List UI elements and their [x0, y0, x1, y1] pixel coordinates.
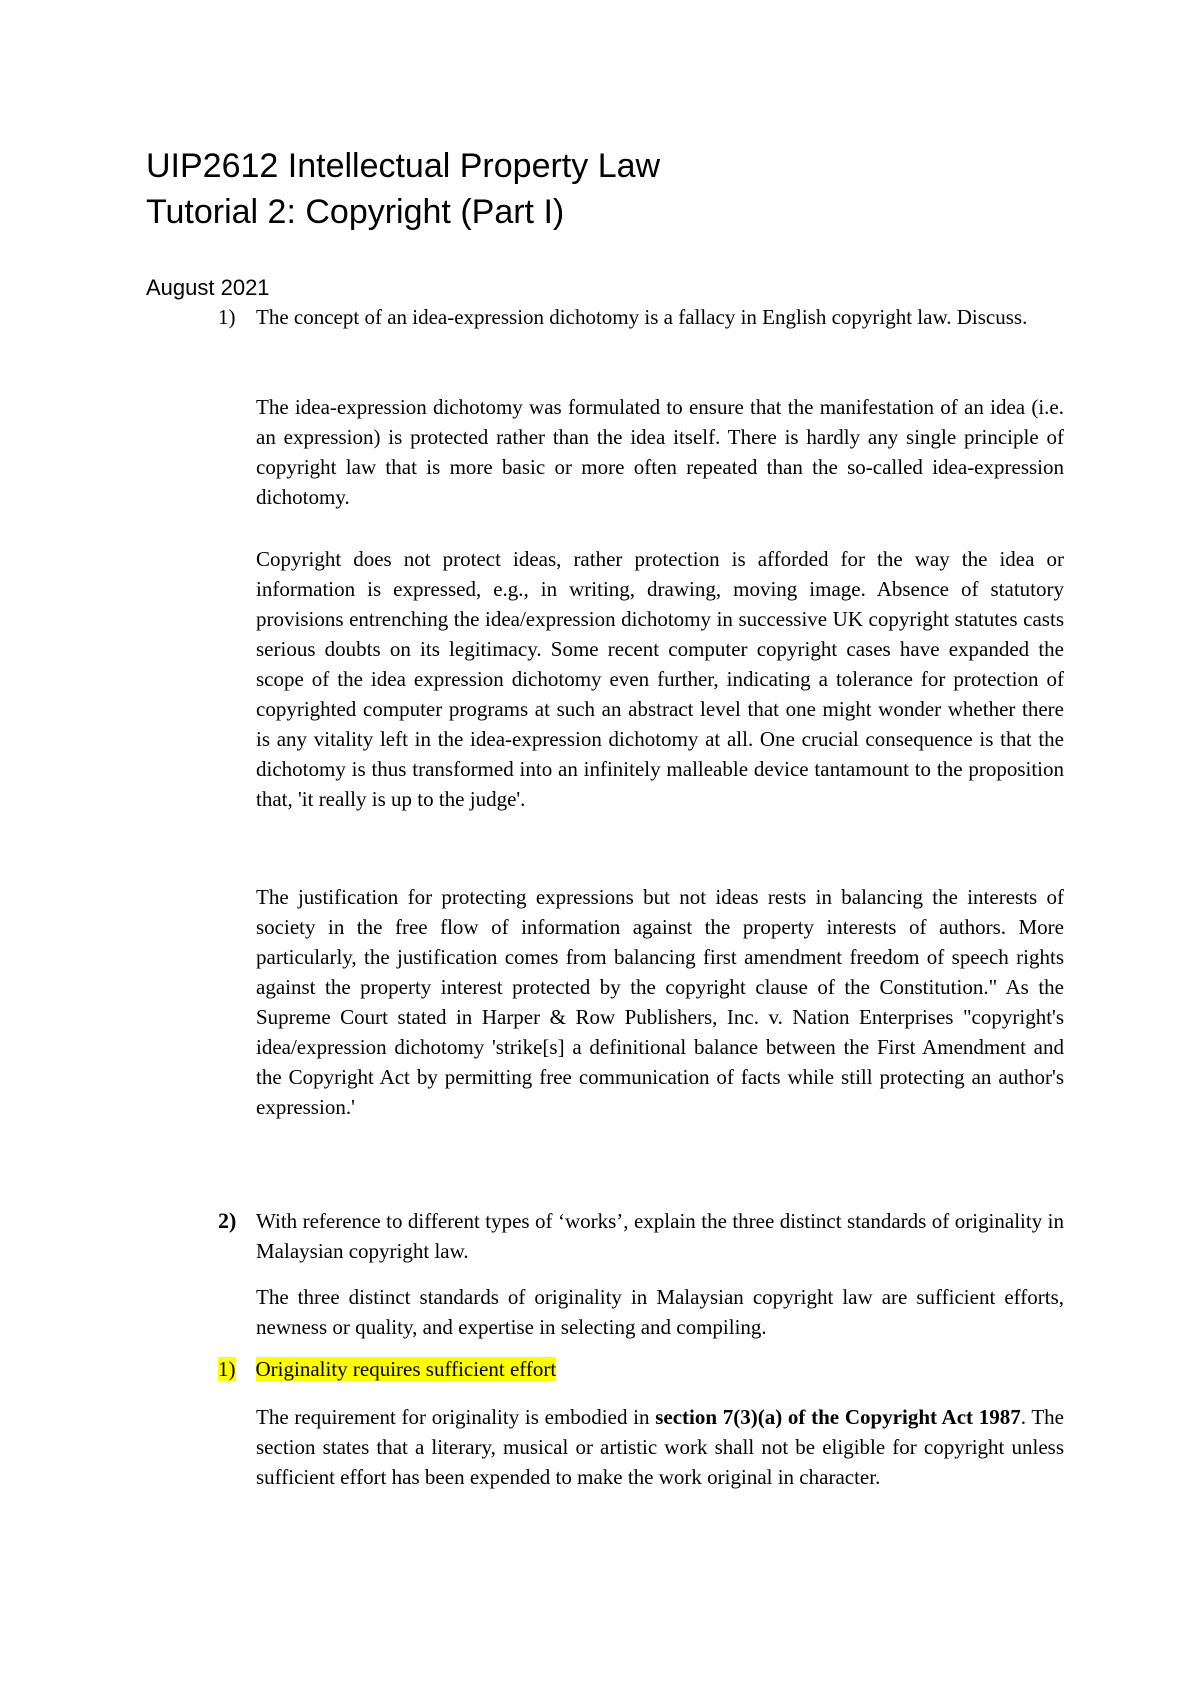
originality-text-start: The requirement for originality is embodied in	[256, 1405, 656, 1429]
question-1-answer-paragraph-3: The justification for protecting expressions but not ideas rests in balancing the interests of society in the free flow of information against the property interests of authors. More particularly, the justification comes from balancing first amendment freedom of speech rights against the property interest protected by the copyright clause of the Constitution." As the Supreme Court stated in Harper & Row Publishers, Inc. v. Nation Enterprises "copyright's idea/expression dichotomy 'strike[s] a definitional balance between the First Amendment and the Copyright Act by permitting free communication of facts while still protecting an author's expression.'	[256, 885, 1064, 1119]
question-2-number: 2)	[218, 1208, 237, 1233]
originality-paragraph	[256, 1402, 1064, 1492]
question-1-answer-paragraph-1: The idea-expression dichotomy was formulated to ensure that the manifestation of an idea (i.e. an expression) is protected rather than the idea itself. There is hardly any single principle of copyright law that is more basic or more often repeated than the so-called idea-expression dichotomy.	[256, 395, 1064, 509]
question-2-text: With reference to different types of ‘works’, explain the three distinct standards of originality in Malaysian copyright law.	[256, 1209, 1064, 1263]
question-1-answer-paragraph-2: Copyright does not protect ideas, rather protection is afforded for the way the idea or information is expressed, e.g., in writing, drawing, moving image. Absence of statutory provisions entrenching the idea/expression dichotomy in successive UK copyright statutes casts serious doubts on its legitimacy. Some recent computer copyright cases have expanded the scope of the idea expression dichotomy even further, indicating a tolerance for protection of copyrighted computer programs at such an abstract level that one might wonder whether there is any vitality left in the idea-expression dichotomy at all. One crucial consequence is that the dichotomy is thus transformed into an infinitely malleable device tantamount to the proposition that, 'it really is up to the judge'.	[256, 547, 1064, 811]
question-1-number: 1)	[218, 305, 236, 329]
subheading-label: Originality requires sufficient effort	[255, 1357, 557, 1381]
question-2-answer: The three distinct standards of originality in Malaysian copyright law are sufficient efforts, newness or quality, and expertise in selecting and compiling.	[256, 1285, 1064, 1339]
document-date: August 2021	[146, 275, 270, 300]
highlighted-subheading	[218, 1355, 556, 1383]
document-subtitle: Tutorial 2: Copyright (Part I)	[146, 193, 565, 231]
document-title: UIP2612 Intellectual Property Law	[146, 147, 661, 185]
question-1-text: The concept of an idea-expression dichotomy is a fallacy in English copyright law. Discuss.	[256, 305, 1028, 329]
statute-reference: section 7(3)(a) of the Copyright Act 1987	[655, 1405, 1021, 1429]
originality-text-end: . The section states that a literary, musical or artistic work shall not be eligible for copyright unless sufficient effort has been expended to make the work original in character.	[256, 1405, 1064, 1489]
subheading-number: 1)	[218, 1357, 236, 1381]
